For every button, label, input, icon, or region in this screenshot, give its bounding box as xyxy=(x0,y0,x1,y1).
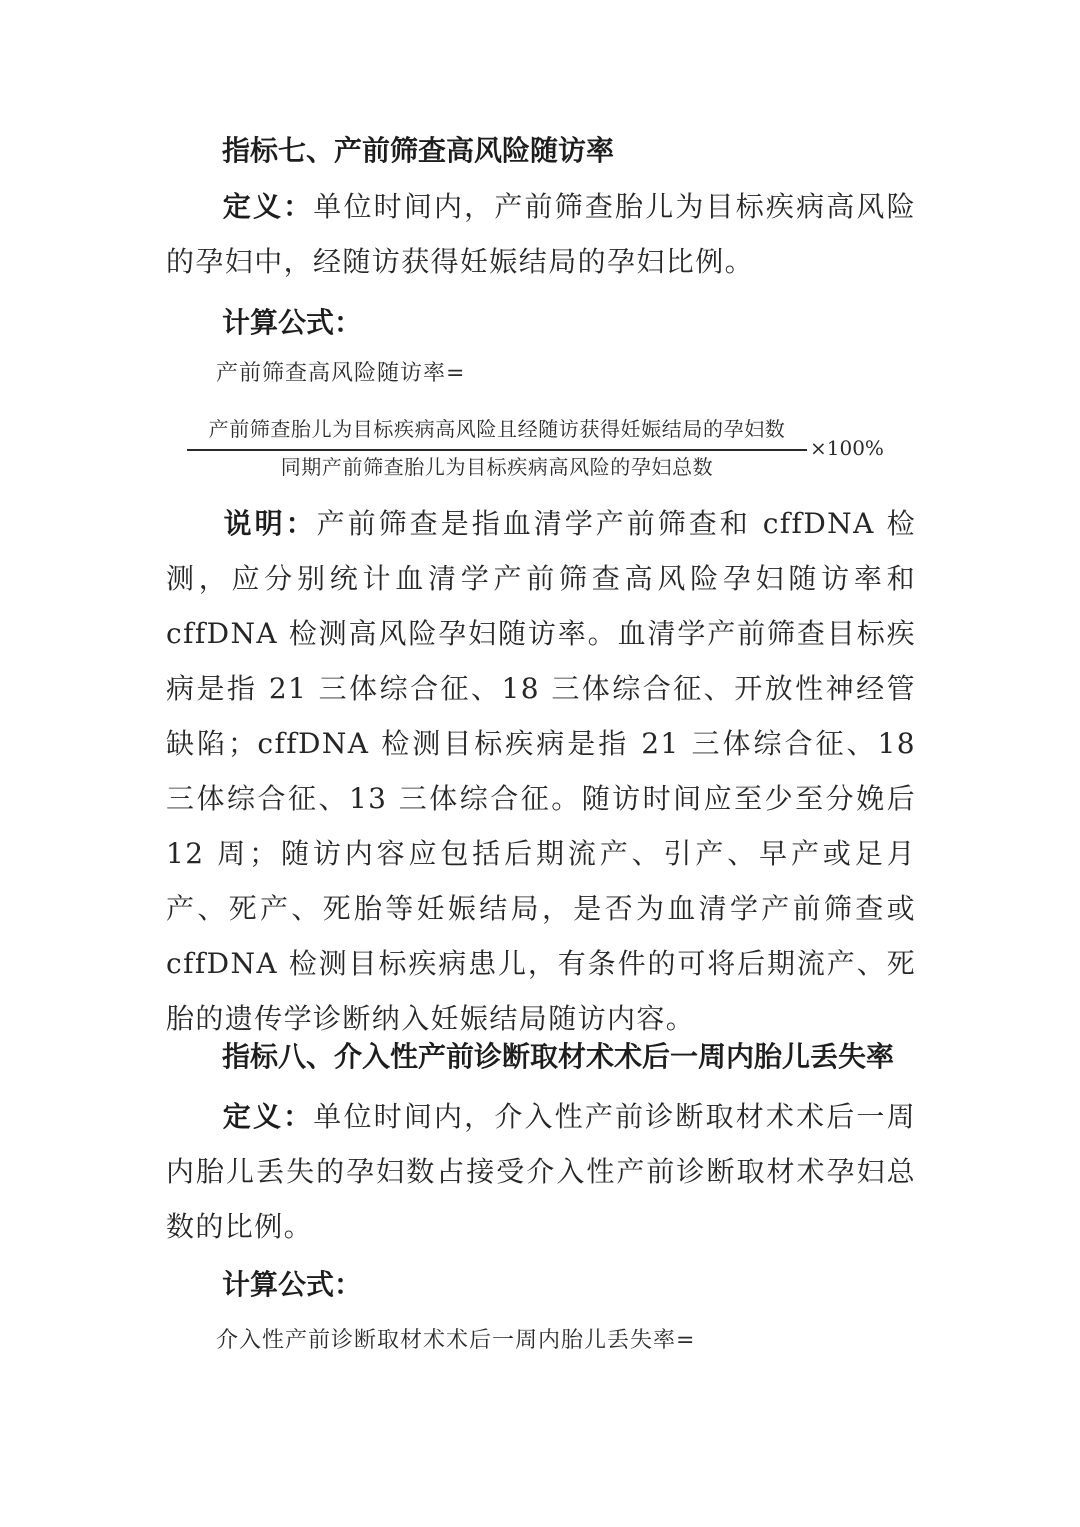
indicator7-formula-label: 计算公式： xyxy=(222,306,363,339)
indicator7-note-label: 说明： xyxy=(222,507,317,540)
indicator7-definition-text: 单位时间内，产前筛查胎儿为目标疾病高风险的孕妇中，经随访获得妊娠结局的孕妇比例。 xyxy=(166,190,916,278)
indicator7-denominator: 同期产前筛查胎儿为目标疾病高风险的孕妇总数 xyxy=(280,455,714,479)
indicator7-formula-lhs: 产前筛查高风险随访率= xyxy=(216,361,466,386)
indicator8-definition xyxy=(166,1089,916,1254)
indicator7-note xyxy=(166,496,916,1046)
fraction-bar xyxy=(187,449,807,451)
indicator8-title: 指标八、介入性产前诊断取材术术后一周内胎儿丢失率 xyxy=(222,1040,895,1073)
indicator7-numerator: 产前筛查胎儿为目标疾病高风险且经随访获得妊娠结局的孕妇数 xyxy=(208,417,786,441)
indicator8-definition-text: 单位时间内，介入性产前诊断取材术术后一周内胎儿丢失的孕妇数占接受介入性产前诊断取材术孕妇总数的比例。 xyxy=(166,1100,916,1243)
indicator7-title: 指标七、产前筛查高风险随访率 xyxy=(222,134,615,167)
indicator8-formula-label: 计算公式： xyxy=(222,1268,363,1301)
indicator8-definition-label: 定义： xyxy=(222,1100,314,1133)
indicator7-note-text: 产前筛查是指血清学产前筛查和 cffDNA 检测，应分别统计血清学产前筛查高风险孕妇随访率和 cffDNA 检测高风险孕妇随访率。血清学产前筛查目标疾病是指 21 三体综合征、18 三体综合征、开放性神经管缺陷；cffDNA 检测目标疾病是指 21 三体综合征、18 三体综合征、13 三体综合征。随访时间应至少至分娩后 12 周；随访内容应包括后期流产、引产、早产或足月产、死产、死胎等妊娠结局，是否为血清学产前筛查或 cffDNA 检测目标疾病患儿，有条件的可将后期流产、死胎的遗传学诊断纳入妊娠结局随访内容。 xyxy=(166,507,916,1035)
indicator8-formula-lhs: 介入性产前诊断取材术术后一周内胎儿丢失率= xyxy=(216,1328,696,1353)
indicator7-multiplier: ×100% xyxy=(810,436,884,460)
indicator7-formula-fraction xyxy=(187,415,807,479)
indicator7-definition-label: 定义： xyxy=(222,190,314,223)
indicator7-definition xyxy=(166,179,916,289)
